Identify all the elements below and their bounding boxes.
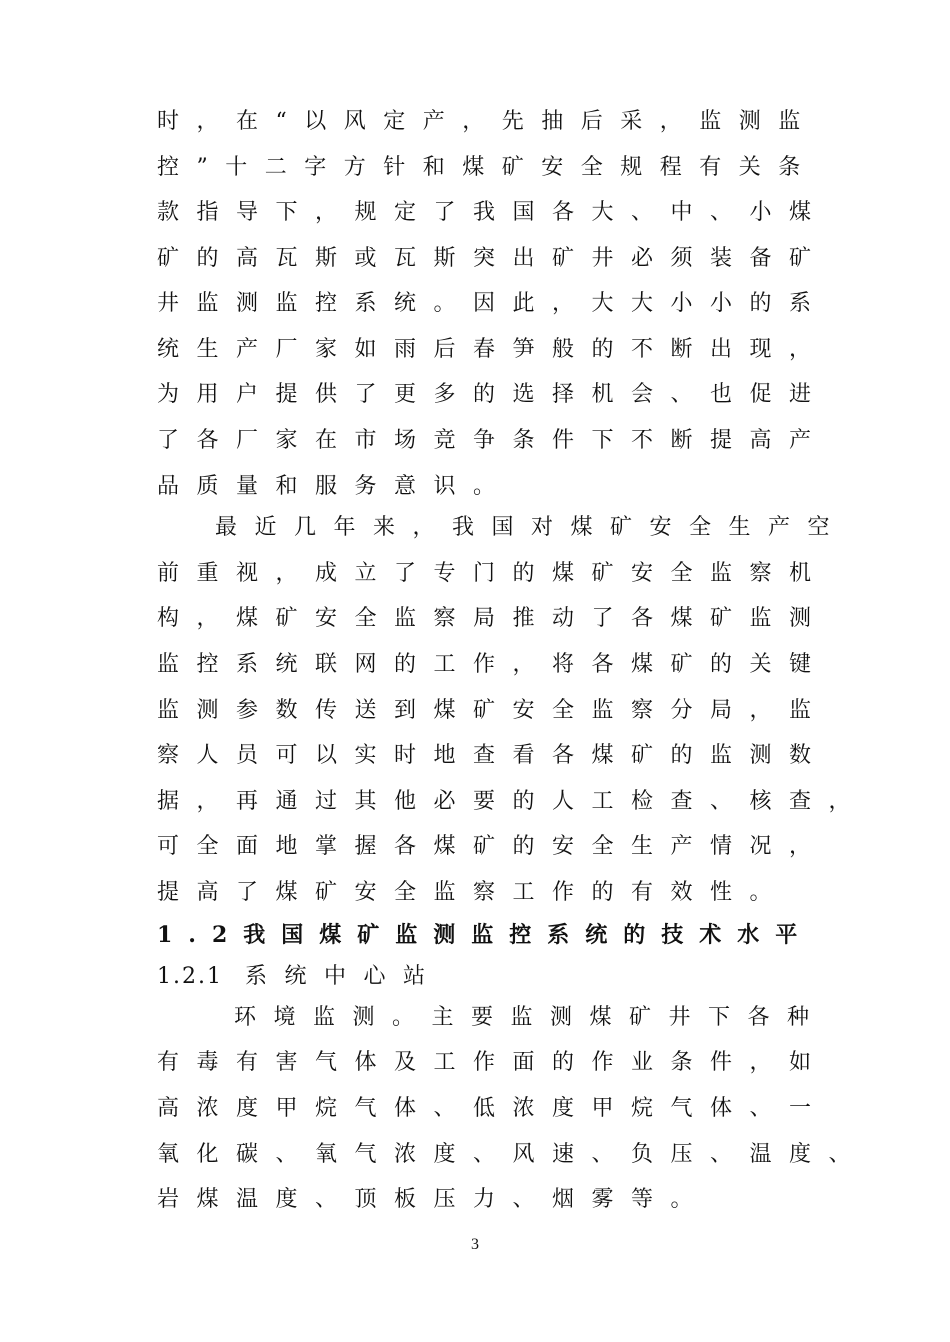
text-line: 了各厂家在市场竞争条件下不断提高产: [157, 428, 829, 453]
text-line: 时，在“以风定产，先抽后采，监测监: [157, 109, 818, 134]
text-line: 前重视，成立了专门的煤矿安全监察机: [157, 561, 829, 586]
text-line: 款指导下，规定了我国各大、中、小煤: [157, 200, 829, 225]
text-line: 矿的高瓦斯或瓦斯突出矿井必须装备矿: [157, 246, 829, 271]
text-line: 可全面地掌握各煤矿的安全生产情况，: [157, 834, 829, 859]
text-line: 高浓度甲烷气体、低浓度甲烷气体、一: [157, 1096, 829, 1121]
subsection-title: 系统中心站: [244, 964, 443, 989]
text-line: 氧化碳、氧气浓度、风速、负压、温度、: [157, 1142, 869, 1167]
text-line: 提高了煤矿安全监察工作的有效性。: [157, 880, 790, 905]
section-heading: 1.2我国煤矿监测监控系统的技术水平: [157, 922, 814, 948]
text-line: 据，再通过其他必要的人工检查、核查，: [157, 789, 869, 814]
text-line: 为用户提供了更多的选择机会、也促进: [157, 382, 829, 407]
subsection-number: 1.2.1: [157, 964, 223, 989]
text-line: 构，煤矿安全监察局推动了各煤矿监测: [157, 606, 829, 631]
text-line: 监测参数传送到煤矿安全监察分局，监: [157, 698, 829, 723]
text-line: 有毒有害气体及工作面的作业条件，如: [157, 1050, 829, 1075]
text-line: 岩煤温度、顶板压力、烟雾等。: [157, 1187, 711, 1212]
text-line: 井监测监控系统。因此，大大小小的系: [157, 291, 829, 316]
text-line: 察人员可以实时地查看各煤矿的监测数: [157, 743, 829, 768]
text-line: 环境监测。主要监测煤矿井下各种: [234, 1005, 827, 1030]
page-number: 3: [471, 1236, 479, 1253]
text-line: 品质量和服务意识。: [157, 474, 513, 499]
text-line: 监控系统联网的工作，将各煤矿的关键: [157, 652, 829, 677]
text-line: 最近几年来，我国对煤矿安全生产空: [215, 515, 848, 540]
text-line: 控”十二字方针和煤矿安全规程有关条: [157, 155, 818, 180]
text-line: 统生产厂家如雨后春笋般的不断出现，: [157, 337, 829, 362]
subsection-heading: [157, 962, 443, 992]
